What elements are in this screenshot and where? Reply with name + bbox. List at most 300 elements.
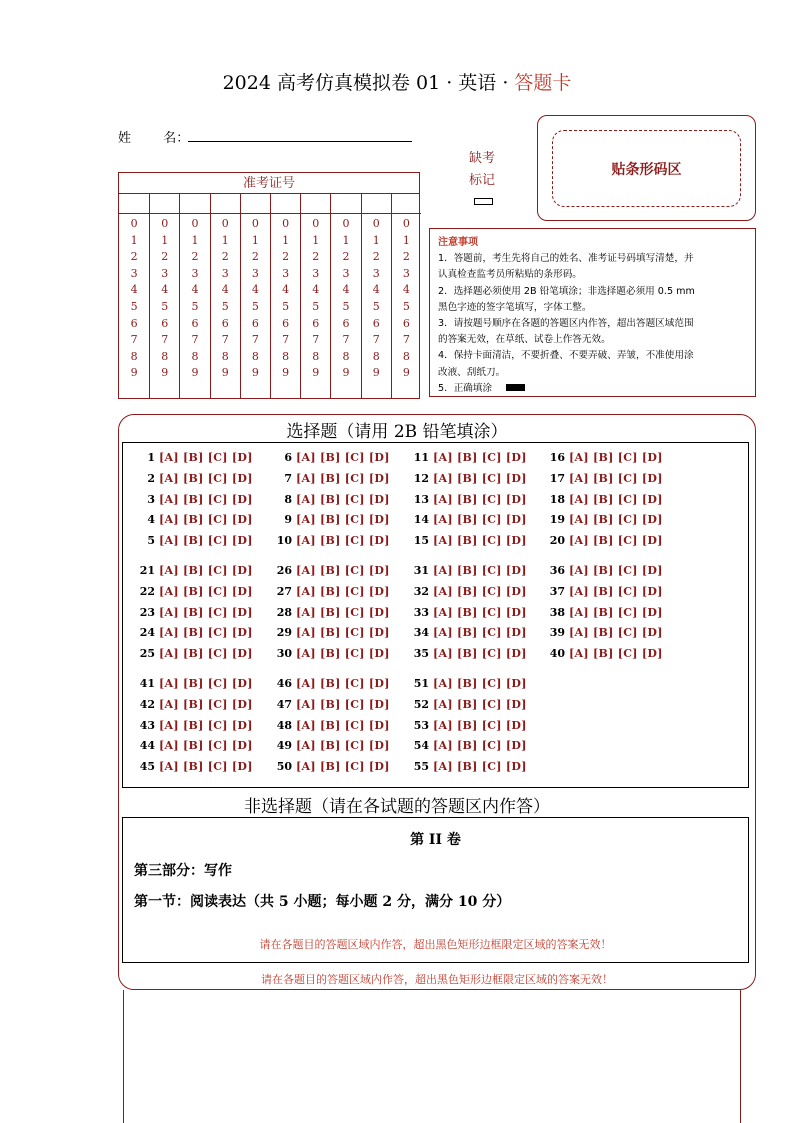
exam-id-digit-bubble[interactable]: 1 xyxy=(342,233,350,247)
answer-bubbles[interactable]: [A] [B] [C] [D] xyxy=(159,605,253,619)
exam-id-digit-bubble[interactable]: 2 xyxy=(191,250,199,264)
answer-bubbles[interactable]: [A] [B] [C] [D] xyxy=(433,584,527,598)
note-line: 3．请按题号顺序在各题的答题区内作答，超出答题区域范围 xyxy=(438,318,694,330)
exam-id-digit-bubble[interactable]: 3 xyxy=(191,266,199,280)
exam-id-digit-bubble[interactable]: 9 xyxy=(402,366,410,380)
mc-question xyxy=(407,451,527,464)
exam-id-digit-bubble[interactable]: 5 xyxy=(402,299,410,313)
title-main: 2024 高考仿真模拟卷 01 · 英语 · xyxy=(222,72,515,94)
notes-title: 注意事项 xyxy=(438,237,478,248)
exam-id-digit-bubble[interactable]: 8 xyxy=(251,349,259,363)
exam-id-write-cell[interactable] xyxy=(150,194,179,214)
exam-id-write-cell[interactable] xyxy=(271,194,300,214)
question-number: 15 xyxy=(413,534,429,548)
exam-id-column xyxy=(149,194,179,399)
question-number: 19 xyxy=(549,513,565,527)
exam-id-digit-bubble[interactable]: 9 xyxy=(130,366,138,380)
mc-question xyxy=(407,739,527,752)
exam-id-digit-bubble[interactable]: 5 xyxy=(130,299,138,313)
exam-id-digit-bubble[interactable]: 5 xyxy=(342,299,350,313)
exam-id-digit-bubble[interactable]: 7 xyxy=(221,333,229,347)
exam-id-digit-bubble[interactable]: 9 xyxy=(282,366,290,380)
answer-bubbles[interactable]: [A] [B] [C] [D] xyxy=(296,677,390,690)
answer-bubbles[interactable]: [A] [B] [C] [D] xyxy=(296,513,390,527)
mc-question xyxy=(407,513,527,526)
question-number: 42 xyxy=(139,697,155,711)
mc-question xyxy=(407,647,527,660)
answer-bubbles[interactable]: [A] [B] [C] [D] xyxy=(296,718,390,732)
exam-id-digit-bubble[interactable]: 1 xyxy=(161,233,169,247)
exam-id-digit-bubble[interactable]: 7 xyxy=(251,333,259,347)
exam-id-digit-bubble[interactable]: 1 xyxy=(191,233,199,247)
exam-id-digit-bubble[interactable]: 2 xyxy=(251,250,259,264)
mc-question xyxy=(270,760,390,773)
answer-bubbles[interactable]: [A] [B] [C] [D] xyxy=(433,471,527,485)
question-number: 20 xyxy=(549,534,565,548)
answer-bubbles[interactable]: [A] [B] [C] [D] xyxy=(433,760,527,774)
answer-bubbles[interactable]: [A] [B] [C] [D] xyxy=(569,534,663,548)
mc-question xyxy=(270,626,390,639)
exam-id-digit-bubble[interactable]: 6 xyxy=(130,316,138,330)
answer-bubbles[interactable]: [A] [B] [C] [D] xyxy=(296,626,390,640)
mc-question xyxy=(543,626,663,639)
mc-question xyxy=(270,698,390,711)
exam-id-digit-bubble[interactable]: 3 xyxy=(312,266,320,280)
question-number: 46 xyxy=(276,677,292,690)
name-input-line[interactable] xyxy=(188,141,412,142)
answer-bubbles[interactable]: [A] [B] [C] [D] xyxy=(569,626,663,640)
exam-id-digit-list xyxy=(150,214,179,382)
exam-id-digit-bubble[interactable]: 6 xyxy=(402,316,410,330)
answer-bubbles[interactable]: [A] [B] [C] [D] xyxy=(296,564,390,577)
mc-header: 选择题（请用 2B 铅笔填涂） xyxy=(286,422,508,442)
exam-id-digit-bubble[interactable]: 9 xyxy=(191,366,199,380)
exam-id-digit-bubble[interactable]: 6 xyxy=(191,316,199,330)
mc-question xyxy=(133,698,253,711)
sa-warning: 请在各题目的答题区域内作答，超出黑色矩形边框限定区域的答案无效！ xyxy=(259,938,612,951)
exam-id-digit-bubble[interactable]: 7 xyxy=(161,333,169,347)
exam-id-write-cell[interactable] xyxy=(211,194,240,214)
exam-id-digit-bubble[interactable]: 0 xyxy=(402,217,410,230)
exam-id-digit-bubble[interactable]: 6 xyxy=(282,316,290,330)
note-line: 认真检查监考员所粘贴的条形码。 xyxy=(438,269,582,281)
exam-id-digit-bubble[interactable]: 5 xyxy=(191,299,199,313)
exam-id-digit-bubble[interactable]: 2 xyxy=(282,250,290,264)
exam-id-digit-bubble[interactable]: 9 xyxy=(161,366,169,380)
question-number: 17 xyxy=(549,471,565,485)
exam-id-write-cell[interactable] xyxy=(180,194,209,214)
mc-question xyxy=(133,606,253,619)
answer-bubbles[interactable]: [A] [B] [C] [D] xyxy=(433,626,527,640)
exam-id-column xyxy=(210,194,240,399)
answer-bubbles[interactable]: [A] [B] [C] [D] xyxy=(296,647,390,661)
notes-lines xyxy=(438,251,747,381)
question-number: 1 xyxy=(147,451,155,464)
answer-bubbles[interactable]: [A] [B] [C] [D] xyxy=(433,677,527,690)
answer-bubbles[interactable]: [A] [B] [C] [D] xyxy=(159,584,253,598)
exam-id-write-cell[interactable] xyxy=(331,194,360,214)
mc-question xyxy=(407,534,527,547)
mc-question xyxy=(133,564,253,577)
exam-id-digit-bubble[interactable]: 0 xyxy=(161,217,169,230)
exam-id-digit-bubble[interactable]: 6 xyxy=(161,316,169,330)
exam-id-digit-bubble[interactable]: 0 xyxy=(342,217,350,230)
answer-bubbles[interactable]: [A] [B] [C] [D] xyxy=(569,647,663,661)
exam-id-digit-bubble[interactable]: 0 xyxy=(251,217,259,230)
exam-id-digit-list xyxy=(362,214,391,382)
exam-id-write-cell[interactable] xyxy=(362,194,391,214)
exam-id-digit-bubble[interactable]: 3 xyxy=(130,266,138,280)
exam-id-digit-bubble[interactable]: 1 xyxy=(251,233,259,247)
answer-bubbles[interactable]: [A] [B] [C] [D] xyxy=(296,451,390,464)
question-number: 9 xyxy=(284,513,292,527)
answer-bubbles[interactable]: [A] [B] [C] [D] xyxy=(433,605,527,619)
question-number: 29 xyxy=(276,626,292,640)
question-number: 7 xyxy=(284,471,292,485)
exam-id-write-cell[interactable] xyxy=(392,194,421,214)
answer-bubbles[interactable]: [A] [B] [C] [D] xyxy=(296,471,390,485)
question-number: 33 xyxy=(413,605,429,619)
answer-bubbles[interactable]: [A] [B] [C] [D] xyxy=(433,564,527,577)
question-number: 2 xyxy=(147,471,155,485)
exam-id-digit-bubble[interactable]: 8 xyxy=(312,349,320,363)
exam-id-column xyxy=(361,194,391,399)
answer-bubbles[interactable]: [A] [B] [C] [D] xyxy=(159,513,253,527)
answer-bubbles[interactable]: [A] [B] [C] [D] xyxy=(159,492,253,506)
exam-id-digit-bubble[interactable]: 7 xyxy=(130,333,138,347)
exam-id-digit-bubble[interactable]: 3 xyxy=(282,266,290,280)
exam-id-digit-bubble[interactable]: 1 xyxy=(402,233,410,247)
exam-id-digit-bubble[interactable]: 7 xyxy=(342,333,350,347)
title-suffix: 答题卡 xyxy=(514,72,572,94)
question-number: 49 xyxy=(276,739,292,753)
exam-id-digit-bubble[interactable]: 8 xyxy=(342,349,350,363)
mc-question xyxy=(270,472,390,485)
answer-bubbles[interactable]: [A] [B] [C] [D] xyxy=(433,492,527,506)
mc-question xyxy=(133,585,253,598)
mc-question xyxy=(543,513,663,526)
note-line: 4．保持卡面清洁，不要折叠、不要弄破、弄皱，不准使用涂 xyxy=(438,350,694,362)
mc-question xyxy=(270,564,390,577)
answer-bubbles[interactable]: [A] [B] [C] [D] xyxy=(159,760,253,774)
exam-id-digit-bubble[interactable]: 2 xyxy=(342,250,350,264)
exam-id-column xyxy=(179,194,209,399)
question-number: 54 xyxy=(413,739,429,753)
exam-id-digit-list xyxy=(392,214,421,382)
mc-question xyxy=(270,739,390,752)
exam-id-write-cell[interactable] xyxy=(241,194,270,214)
exam-id-digit-bubble[interactable]: 0 xyxy=(221,217,229,230)
mc-question xyxy=(270,451,390,464)
exam-id-digit-bubble[interactable]: 5 xyxy=(312,299,320,313)
exam-id-digit-bubble[interactable]: 9 xyxy=(342,366,350,380)
mc-question xyxy=(543,451,663,464)
answer-bubbles[interactable]: [A] [B] [C] [D] xyxy=(159,451,253,464)
note-line: 的答案无效，在草纸、试卷上作答无效。 xyxy=(438,334,611,346)
exam-id-digit-bubble[interactable]: 9 xyxy=(312,366,320,380)
mc-question xyxy=(407,493,527,506)
volume-label: 第 II 卷 xyxy=(410,832,461,848)
exam-id-digit-bubble[interactable]: 1 xyxy=(312,233,320,247)
exam-id-digit-bubble[interactable]: 4 xyxy=(342,283,350,297)
mc-question xyxy=(133,493,253,506)
question-number: 10 xyxy=(276,534,292,548)
answer-bubbles[interactable]: [A] [B] [C] [D] xyxy=(569,584,663,598)
exam-id-digit-bubble[interactable]: 3 xyxy=(221,266,229,280)
exam-id-digit-bubble[interactable]: 2 xyxy=(221,250,229,264)
exam-id-digit-bubble[interactable]: 3 xyxy=(372,266,380,280)
question-number: 31 xyxy=(413,564,429,577)
exam-id-digit-bubble[interactable]: 1 xyxy=(372,233,380,247)
next-area-left-border xyxy=(123,990,124,1123)
exam-id-digit-bubble[interactable]: 4 xyxy=(251,283,259,297)
exam-id-grid xyxy=(118,172,420,399)
question-number: 39 xyxy=(549,626,565,640)
question-number: 12 xyxy=(413,471,429,485)
question-number: 18 xyxy=(549,492,565,506)
answer-bubbles[interactable]: [A] [B] [C] [D] xyxy=(159,739,253,753)
answer-bubbles[interactable]: [A] [B] [C] [D] xyxy=(433,718,527,732)
exam-id-digit-bubble[interactable]: 4 xyxy=(312,283,320,297)
exam-id-digit-bubble[interactable]: 6 xyxy=(221,316,229,330)
fill-label: 5．正确填涂 xyxy=(438,382,493,394)
question-number: 48 xyxy=(276,718,292,732)
filled-bubble-icon xyxy=(506,384,525,391)
exam-id-digit-bubble[interactable]: 3 xyxy=(251,266,259,280)
footer-warning: 请在各题目的答题区域内作答，超出黑色矩形边框限定区域的答案无效！ xyxy=(261,973,613,986)
exam-id-digit-bubble[interactable]: 2 xyxy=(372,250,380,264)
question-number: 8 xyxy=(284,492,292,506)
mc-question xyxy=(133,451,253,464)
exam-id-digit-bubble[interactable]: 8 xyxy=(372,349,380,363)
answer-bubbles[interactable]: [A] [B] [C] [D] xyxy=(159,471,253,485)
exam-id-digit-list xyxy=(211,214,240,382)
answer-bubbles[interactable]: [A] [B] [C] [D] xyxy=(433,513,527,527)
exam-id-digit-bubble[interactable]: 4 xyxy=(402,283,410,297)
exam-id-digit-bubble[interactable]: 0 xyxy=(191,217,199,230)
question-number: 44 xyxy=(139,739,155,753)
exam-id-digit-bubble[interactable]: 6 xyxy=(372,316,380,330)
question-number: 50 xyxy=(276,760,292,774)
name-label xyxy=(118,127,189,146)
notes-box xyxy=(429,228,756,397)
mc-question xyxy=(543,606,663,619)
question-number: 55 xyxy=(413,760,429,774)
question-number: 41 xyxy=(139,677,155,690)
name-label-1: 姓 xyxy=(118,131,132,146)
answer-bubbles[interactable]: [A] [B] [C] [D] xyxy=(433,697,527,711)
question-number: 25 xyxy=(139,647,155,661)
question-number: 52 xyxy=(413,697,429,711)
exam-id-digit-bubble[interactable]: 6 xyxy=(342,316,350,330)
exam-id-digit-bubble[interactable]: 7 xyxy=(372,333,380,347)
exam-id-digit-bubble[interactable]: 8 xyxy=(130,349,138,363)
exam-id-digit-bubble[interactable]: 5 xyxy=(282,299,290,313)
exam-id-write-cell[interactable] xyxy=(119,194,149,214)
exam-id-digit-bubble[interactable]: 4 xyxy=(221,283,229,297)
answer-bubbles[interactable]: [A] [B] [C] [D] xyxy=(296,605,390,619)
answer-bubbles[interactable]: [A] [B] [C] [D] xyxy=(159,564,253,577)
absent-checkbox[interactable] xyxy=(474,198,493,205)
mc-question xyxy=(270,513,390,526)
question-number: 3 xyxy=(147,492,155,506)
question-number: 13 xyxy=(413,492,429,506)
exam-id-digit-bubble[interactable]: 8 xyxy=(161,349,169,363)
part-label: 第三部分：写作 xyxy=(134,863,232,879)
question-number: 47 xyxy=(276,697,292,711)
exam-id-digit-list xyxy=(119,214,149,382)
exam-id-digit-bubble[interactable]: 4 xyxy=(191,283,199,297)
question-number: 28 xyxy=(276,605,292,619)
exam-id-digit-bubble[interactable]: 6 xyxy=(251,316,259,330)
question-number: 21 xyxy=(139,564,155,577)
answer-bubbles[interactable]: [A] [B] [C] [D] xyxy=(433,451,527,464)
answer-bubbles[interactable]: [A] [B] [C] [D] xyxy=(159,534,253,548)
exam-id-digit-bubble[interactable]: 7 xyxy=(402,333,410,347)
exam-id-title: 准考证号 xyxy=(119,173,419,194)
exam-id-digit-bubble[interactable]: 6 xyxy=(312,316,320,330)
exam-id-digit-bubble[interactable]: 8 xyxy=(282,349,290,363)
question-number: 37 xyxy=(549,584,565,598)
exam-id-digit-bubble[interactable]: 4 xyxy=(130,283,138,297)
exam-id-digit-bubble[interactable]: 4 xyxy=(282,283,290,297)
answer-bubbles[interactable]: [A] [B] [C] [D] xyxy=(159,647,253,661)
exam-id-digit-bubble[interactable]: 3 xyxy=(402,266,410,280)
exam-id-digit-bubble[interactable]: 5 xyxy=(161,299,169,313)
question-number: 34 xyxy=(413,626,429,640)
exam-id-digit-bubble[interactable]: 8 xyxy=(221,349,229,363)
answer-bubbles[interactable]: [A] [B] [C] [D] xyxy=(296,739,390,753)
exam-id-digit-bubble[interactable]: 0 xyxy=(372,217,380,230)
answer-bubbles[interactable]: [A] [B] [C] [D] xyxy=(296,760,390,774)
exam-id-digit-bubble[interactable]: 7 xyxy=(312,333,320,347)
answer-bubbles[interactable]: [A] [B] [C] [D] xyxy=(569,564,663,577)
mc-question xyxy=(133,626,253,639)
fill-example xyxy=(438,381,747,397)
exam-id-digit-bubble[interactable]: 2 xyxy=(312,250,320,264)
barcode-label: 贴条形码区 xyxy=(611,161,682,178)
exam-id-column xyxy=(240,194,270,399)
answer-bubbles[interactable]: [A] [B] [C] [D] xyxy=(159,718,253,732)
answer-bubbles[interactable]: [A] [B] [C] [D] xyxy=(433,739,527,753)
mc-question xyxy=(133,677,253,690)
note-line: 2．选择题必须使用 2B 铅笔填涂；非选择题必须用 0.5 mm xyxy=(438,285,695,297)
exam-id-digit-bubble[interactable]: 8 xyxy=(402,349,410,363)
answer-bubbles[interactable]: [A] [B] [C] [D] xyxy=(569,605,663,619)
answer-bubbles[interactable]: [A] [B] [C] [D] xyxy=(296,584,390,598)
mc-question xyxy=(543,647,663,660)
mc-question xyxy=(270,585,390,598)
mc-question xyxy=(270,719,390,732)
mc-question xyxy=(407,585,527,598)
answer-bubbles[interactable]: [A] [B] [C] [D] xyxy=(159,626,253,640)
exam-id-digit-bubble[interactable]: 4 xyxy=(372,283,380,297)
exam-id-digit-bubble[interactable]: 9 xyxy=(372,366,380,380)
answer-bubbles[interactable]: [A] [B] [C] [D] xyxy=(569,451,663,464)
exam-id-digit-bubble[interactable]: 0 xyxy=(282,217,290,230)
exam-id-digit-bubble[interactable]: 3 xyxy=(161,266,169,280)
answer-bubbles[interactable]: [A] [B] [C] [D] xyxy=(296,534,390,548)
exam-id-digit-bubble[interactable]: 1 xyxy=(221,233,229,247)
exam-id-digit-list xyxy=(331,214,360,382)
exam-id-digit-bubble[interactable]: 3 xyxy=(342,266,350,280)
mc-question xyxy=(133,719,253,732)
exam-id-digit-bubble[interactable]: 5 xyxy=(221,299,229,313)
exam-id-digit-bubble[interactable]: 0 xyxy=(130,217,138,230)
question-number: 14 xyxy=(413,513,429,527)
exam-id-digit-bubble[interactable]: 1 xyxy=(130,233,138,247)
question-number: 30 xyxy=(276,647,292,661)
answer-bubbles[interactable]: [A] [B] [C] [D] xyxy=(569,471,663,485)
exam-id-digit-bubble[interactable]: 2 xyxy=(161,250,169,264)
next-area-right-border xyxy=(740,990,741,1123)
mc-question xyxy=(133,534,253,547)
note-line: 改液、刮纸刀。 xyxy=(438,366,506,378)
question-number: 27 xyxy=(276,584,292,598)
answer-bubbles[interactable]: [A] [B] [C] [D] xyxy=(433,647,527,661)
exam-id-digit-list xyxy=(301,214,330,382)
exam-id-digit-bubble[interactable]: 8 xyxy=(191,349,199,363)
question-number: 43 xyxy=(139,718,155,732)
exam-id-digit-bubble[interactable]: 2 xyxy=(130,250,138,264)
mc-question xyxy=(543,534,663,547)
mc-question xyxy=(407,698,527,711)
answer-bubbles[interactable]: [A] [B] [C] [D] xyxy=(296,697,390,711)
exam-id-digit-bubble[interactable]: 9 xyxy=(221,366,229,380)
exam-id-write-cell[interactable] xyxy=(301,194,330,214)
exam-id-column xyxy=(270,194,300,399)
mc-question xyxy=(270,677,390,690)
mc-question xyxy=(133,760,253,773)
mc-question xyxy=(133,739,253,752)
mc-question xyxy=(407,472,527,485)
mc-question xyxy=(133,513,253,526)
answer-bubbles[interactable]: [A] [B] [C] [D] xyxy=(296,492,390,506)
exam-id-digit-bubble[interactable]: 5 xyxy=(251,299,259,313)
exam-id-digit-bubble[interactable]: 9 xyxy=(251,366,259,380)
mc-question xyxy=(407,719,527,732)
exam-id-digit-bubble[interactable]: 7 xyxy=(282,333,290,347)
exam-id-digit-bubble[interactable]: 2 xyxy=(402,250,410,264)
exam-id-digit-bubble[interactable]: 4 xyxy=(161,283,169,297)
exam-id-digit-bubble[interactable]: 1 xyxy=(282,233,290,247)
answer-bubbles[interactable]: [A] [B] [C] [D] xyxy=(433,534,527,548)
answer-bubbles[interactable]: [A] [B] [C] [D] xyxy=(569,492,663,506)
exam-id-digit-list xyxy=(241,214,270,382)
mc-question xyxy=(133,472,253,485)
question-number: 6 xyxy=(284,451,292,464)
mc-question xyxy=(270,534,390,547)
mc-question xyxy=(543,493,663,506)
mc-question xyxy=(543,564,663,577)
page-title xyxy=(0,68,794,95)
exam-id-digit-bubble[interactable]: 5 xyxy=(372,299,380,313)
exam-id-digit-bubble[interactable]: 7 xyxy=(191,333,199,347)
exam-id-digit-bubble[interactable]: 0 xyxy=(312,217,320,230)
exam-id-digit-list xyxy=(180,214,209,382)
question-number: 4 xyxy=(147,513,155,527)
barcode-area xyxy=(552,130,741,207)
question-number: 51 xyxy=(413,677,429,690)
mc-question xyxy=(407,677,527,690)
answer-bubbles[interactable]: [A] [B] [C] [D] xyxy=(159,677,253,690)
answer-bubbles[interactable]: [A] [B] [C] [D] xyxy=(159,697,253,711)
question-number: 38 xyxy=(549,605,565,619)
question-number: 5 xyxy=(147,534,155,548)
answer-bubbles[interactable]: [A] [B] [C] [D] xyxy=(569,513,663,527)
mc-question xyxy=(543,585,663,598)
question-number: 32 xyxy=(413,584,429,598)
